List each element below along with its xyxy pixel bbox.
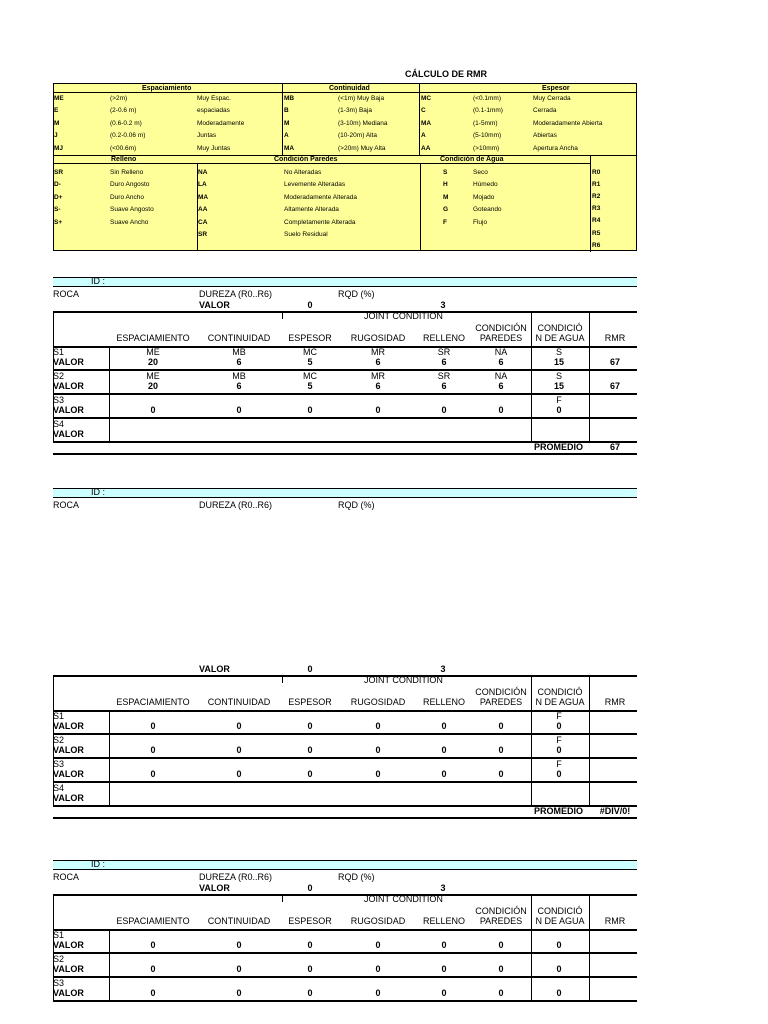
legend-code: R5 bbox=[592, 229, 601, 237]
legend-desc: Seco bbox=[473, 169, 488, 176]
rmr-sheet-3 bbox=[53, 860, 637, 1024]
joint-code: SR bbox=[437, 347, 451, 357]
legend-desc: Juntas bbox=[197, 132, 217, 140]
joint-value: 6 bbox=[375, 381, 381, 391]
legend-code: S bbox=[443, 169, 448, 176]
legend-desc: (3-10m) Mediana bbox=[338, 119, 388, 127]
joint-value: 0 bbox=[307, 745, 313, 755]
valor-label: VALOR bbox=[53, 940, 84, 950]
table-border bbox=[53, 817, 637, 819]
legend-code: AA bbox=[198, 206, 208, 214]
valor-label: VALOR bbox=[53, 381, 84, 391]
legend-code: D- bbox=[54, 181, 61, 189]
joint-value: 0 bbox=[498, 940, 504, 950]
joint-value: 0 bbox=[556, 940, 562, 950]
rqd-label: RQD (%) bbox=[338, 500, 375, 510]
valor-label: VALOR bbox=[53, 405, 84, 415]
legend-code: SR bbox=[198, 231, 208, 238]
joint-value: 6 bbox=[375, 357, 381, 367]
joint-value: 0 bbox=[556, 721, 562, 731]
legend-desc: Muy Juntas bbox=[197, 144, 231, 152]
joint-value: 0 bbox=[150, 405, 156, 415]
legend-header: Relleno bbox=[111, 156, 137, 163]
legend-code: M bbox=[284, 119, 290, 127]
legend-desc: Suave Angosto bbox=[110, 206, 154, 214]
id-label: ID : bbox=[91, 487, 106, 497]
legend-range: (5-10mm) bbox=[473, 132, 502, 140]
legend-code: AA bbox=[421, 144, 431, 152]
col-header-rmr: RMR bbox=[604, 333, 626, 343]
valor-rqd: 3 bbox=[440, 883, 446, 893]
rmr-value: 67 bbox=[609, 357, 620, 367]
table-border bbox=[53, 929, 637, 931]
rqd-label: RQD (%) bbox=[338, 289, 375, 299]
joint-condition-label: JOINT CONDITION bbox=[364, 675, 443, 685]
joint-value: 5 bbox=[307, 357, 313, 367]
col-header: ESPACIAMIENTO bbox=[116, 333, 190, 343]
legend-code: R1 bbox=[592, 181, 601, 189]
id-row bbox=[53, 860, 637, 870]
table-border bbox=[53, 311, 637, 313]
col-header-paredes: CONDICIÓN bbox=[475, 323, 527, 333]
joint-value: 0 bbox=[441, 405, 447, 415]
joint-code: F bbox=[556, 711, 562, 721]
table-border bbox=[53, 952, 637, 954]
dureza-label: DUREZA (R0..R6) bbox=[199, 500, 273, 510]
joint-value: 0 bbox=[150, 745, 156, 755]
table-border bbox=[282, 675, 283, 683]
legend-code: MB bbox=[284, 95, 295, 102]
joint-code: S bbox=[555, 347, 562, 357]
col-header-paredes: PAREDES bbox=[479, 916, 523, 926]
legend-code: M bbox=[443, 193, 449, 201]
legend-desc: Duro Angosto bbox=[110, 181, 150, 189]
table-border bbox=[531, 675, 532, 807]
legend-code: SR bbox=[54, 169, 64, 176]
col-header-paredes: PAREDES bbox=[479, 333, 523, 343]
joint-value: 0 bbox=[150, 988, 156, 998]
joint-value: 0 bbox=[375, 769, 381, 779]
table-border bbox=[531, 311, 532, 443]
promedio-label: PROMEDIO bbox=[534, 806, 584, 816]
legend-code: MJ bbox=[54, 144, 64, 152]
legend-divider bbox=[197, 163, 198, 251]
joint-code: MB bbox=[232, 371, 246, 381]
joint-value: 0 bbox=[375, 405, 381, 415]
legend-range: (>10mm) bbox=[473, 144, 500, 152]
joint-value: 6 bbox=[236, 357, 242, 367]
joint-value: 0 bbox=[236, 769, 242, 779]
legend-desc: (<1m) Muy Baja bbox=[338, 95, 385, 102]
col-header-agua: N DE AGUA bbox=[535, 333, 585, 343]
valor-dureza: 0 bbox=[307, 300, 313, 310]
col-header-rmr: RMR bbox=[604, 697, 626, 707]
joint-value: 0 bbox=[236, 964, 242, 974]
sample-label: S2 bbox=[53, 371, 65, 381]
legend-code: MA bbox=[284, 144, 295, 152]
legend-divider bbox=[54, 92, 636, 93]
legend-code: R3 bbox=[592, 205, 601, 213]
legend-desc: Completamente Alterada bbox=[284, 218, 356, 226]
sample-label: S2 bbox=[53, 735, 65, 745]
legend-desc: (>20m) Muy Alta bbox=[338, 144, 386, 152]
legend-code: D+ bbox=[54, 193, 63, 201]
legend-code: NA bbox=[198, 169, 208, 176]
joint-code: F bbox=[556, 395, 562, 405]
col-header-paredes: CONDICIÓN bbox=[475, 687, 527, 697]
col-header: CONTINUIDAD bbox=[207, 697, 271, 707]
valor-label: VALOR bbox=[53, 429, 84, 439]
promedio-value: 67 bbox=[609, 442, 620, 452]
joint-value: 6 bbox=[498, 357, 504, 367]
legend-code: M bbox=[54, 119, 60, 127]
joint-value: 0 bbox=[498, 745, 504, 755]
legend-code: MC bbox=[421, 95, 432, 102]
col-header-agua: CONDICIÓ bbox=[537, 323, 583, 333]
joint-code: ME bbox=[146, 371, 160, 381]
col-header: CONTINUIDAD bbox=[207, 916, 271, 926]
joint-value: 0 bbox=[236, 745, 242, 755]
joint-value: 0 bbox=[498, 721, 504, 731]
legend-header: Condición de Agua bbox=[440, 156, 504, 163]
col-header: ESPACIAMIENTO bbox=[116, 697, 190, 707]
legend-desc: espaciadas bbox=[197, 107, 230, 115]
legend-divider bbox=[590, 156, 591, 252]
joint-value: 0 bbox=[441, 745, 447, 755]
table-border bbox=[282, 894, 283, 902]
joint-value: 0 bbox=[307, 405, 313, 415]
joint-value: 6 bbox=[441, 357, 447, 367]
col-header: RUGOSIDAD bbox=[350, 697, 406, 707]
sample-label: S3 bbox=[53, 978, 65, 988]
legend-desc: Duro Ancho bbox=[110, 193, 144, 201]
joint-value: 0 bbox=[441, 964, 447, 974]
joint-code: MR bbox=[371, 347, 385, 357]
legend-code: H bbox=[443, 181, 448, 189]
sample-label: S3 bbox=[53, 759, 65, 769]
valor-label: VALOR bbox=[53, 357, 84, 367]
legend-desc: Moderadamente Abierta bbox=[533, 119, 603, 127]
joint-code: F bbox=[556, 735, 562, 745]
legend-desc: Mojado bbox=[473, 193, 495, 201]
legend-desc: Suelo Residual bbox=[284, 231, 328, 238]
valor-label: VALOR bbox=[53, 721, 84, 731]
legend-code: LA bbox=[198, 181, 207, 189]
joint-value: 0 bbox=[498, 405, 504, 415]
legend-desc: Moderadamente bbox=[197, 119, 245, 127]
rmr-value: 67 bbox=[609, 381, 620, 391]
valor-label: VALOR bbox=[199, 300, 230, 310]
joint-code: SR bbox=[437, 371, 451, 381]
legend-desc: Muy Espac. bbox=[197, 95, 231, 102]
joint-value: 0 bbox=[150, 721, 156, 731]
legend-divider bbox=[419, 84, 420, 156]
joint-value: 6 bbox=[236, 381, 242, 391]
legend-desc: Levemente Alteradas bbox=[284, 181, 346, 189]
legend-code: A bbox=[284, 132, 289, 140]
roca-label: ROCA bbox=[53, 289, 80, 299]
dureza-label: DUREZA (R0..R6) bbox=[199, 872, 273, 882]
legend-code: F bbox=[443, 218, 447, 226]
sample-label: S2 bbox=[53, 954, 65, 964]
table-border bbox=[53, 1000, 637, 1002]
promedio-label: PROMEDIO bbox=[534, 442, 584, 452]
col-header-agua: N DE AGUA bbox=[535, 697, 585, 707]
legend-code: R4 bbox=[592, 217, 601, 225]
joint-value: 6 bbox=[441, 381, 447, 391]
joint-code: NA bbox=[494, 371, 508, 381]
col-header-agua: CONDICIÓ bbox=[537, 687, 583, 697]
joint-code: F bbox=[556, 759, 562, 769]
joint-value: 0 bbox=[375, 721, 381, 731]
joint-code: NA bbox=[494, 347, 508, 357]
joint-value: 0 bbox=[441, 940, 447, 950]
joint-code: MR bbox=[371, 371, 385, 381]
col-header-paredes: PAREDES bbox=[479, 697, 523, 707]
valor-label: VALOR bbox=[199, 664, 230, 674]
joint-value: 0 bbox=[307, 964, 313, 974]
legend-code: A bbox=[421, 132, 426, 140]
legend-divider bbox=[54, 163, 590, 164]
id-row bbox=[53, 488, 637, 498]
joint-value: 20 bbox=[147, 381, 158, 391]
joint-code: MC bbox=[303, 371, 317, 381]
valor-label: VALOR bbox=[53, 964, 84, 974]
legend-code: C bbox=[421, 107, 426, 115]
legend-divider bbox=[54, 155, 636, 156]
legend-code: R0 bbox=[592, 169, 601, 176]
legend-desc: Altamente Alterada bbox=[284, 206, 339, 214]
legend-code: S- bbox=[54, 206, 61, 214]
legend-header: Espaciamiento bbox=[142, 85, 192, 92]
roca-label: ROCA bbox=[53, 872, 80, 882]
joint-code: S bbox=[555, 371, 562, 381]
sample-label: S4 bbox=[53, 419, 65, 429]
joint-value: 0 bbox=[441, 988, 447, 998]
table-border bbox=[282, 311, 283, 319]
joint-value: 0 bbox=[498, 988, 504, 998]
joint-value: 20 bbox=[147, 357, 158, 367]
joint-value: 0 bbox=[498, 769, 504, 779]
col-header: ESPESOR bbox=[288, 333, 332, 343]
legend-desc: Flujo bbox=[473, 218, 488, 226]
joint-value: 15 bbox=[553, 381, 564, 391]
joint-value: 0 bbox=[236, 405, 242, 415]
id-label: ID : bbox=[91, 859, 106, 869]
col-header: ESPACIAMIENTO bbox=[116, 916, 190, 926]
col-header-paredes: CONDICIÓN bbox=[475, 906, 527, 916]
valor-dureza: 0 bbox=[307, 664, 313, 674]
legend-range: (0.1-1mm) bbox=[473, 107, 503, 115]
legend-divider bbox=[282, 84, 283, 156]
joint-value: 0 bbox=[236, 721, 242, 731]
rqd-label: RQD (%) bbox=[338, 872, 375, 882]
rmr-sheet-2-header bbox=[53, 488, 637, 512]
valor-rqd: 3 bbox=[440, 300, 446, 310]
page-title: CÁLCULO DE RMR bbox=[405, 69, 487, 79]
legend-code: B bbox=[284, 107, 289, 115]
table-border bbox=[53, 675, 637, 677]
col-header: CONTINUIDAD bbox=[207, 333, 271, 343]
joint-code: MC bbox=[303, 347, 317, 357]
joint-value: 0 bbox=[556, 964, 562, 974]
rmr-sheet-1 bbox=[53, 277, 637, 465]
legend-range: (>2m) bbox=[110, 95, 128, 102]
sample-label: S3 bbox=[53, 395, 65, 405]
id-row bbox=[53, 277, 637, 287]
joint-value: 0 bbox=[307, 769, 313, 779]
joint-value: 0 bbox=[375, 988, 381, 998]
valor-label: VALOR bbox=[53, 988, 84, 998]
joint-value: 0 bbox=[375, 940, 381, 950]
legend-desc: Apertura Ancha bbox=[533, 144, 578, 152]
sample-label: S1 bbox=[53, 711, 65, 721]
legend-desc: Cerrada bbox=[533, 107, 557, 115]
joint-value: 0 bbox=[307, 721, 313, 731]
table-border bbox=[531, 894, 532, 1002]
valor-label: VALOR bbox=[199, 883, 230, 893]
col-header: RUGOSIDAD bbox=[350, 333, 406, 343]
joint-value: 0 bbox=[556, 745, 562, 755]
joint-code: ME bbox=[146, 347, 160, 357]
legend-code: J bbox=[54, 132, 58, 140]
legend-desc: (10-20m) Alta bbox=[338, 132, 378, 140]
joint-value: 6 bbox=[498, 381, 504, 391]
legend-header: Espesor bbox=[542, 85, 570, 92]
legend-desc: Abiertas bbox=[533, 132, 557, 140]
legend-code: S+ bbox=[54, 218, 63, 226]
joint-value: 0 bbox=[375, 745, 381, 755]
roca-label: ROCA bbox=[53, 500, 80, 510]
joint-value: 0 bbox=[556, 769, 562, 779]
joint-value: 0 bbox=[150, 940, 156, 950]
table-border bbox=[589, 675, 590, 807]
joint-condition-label: JOINT CONDITION bbox=[364, 311, 443, 321]
valor-rqd: 3 bbox=[440, 664, 446, 674]
joint-value: 0 bbox=[236, 988, 242, 998]
col-header-agua: N DE AGUA bbox=[535, 916, 585, 926]
joint-value: 0 bbox=[375, 964, 381, 974]
legend-code: MA bbox=[421, 119, 432, 127]
joint-value: 0 bbox=[441, 769, 447, 779]
col-header-agua: CONDICIÓ bbox=[537, 906, 583, 916]
joint-value: 0 bbox=[307, 988, 313, 998]
dureza-label: DUREZA (R0..R6) bbox=[199, 289, 273, 299]
table-border bbox=[53, 417, 637, 419]
sample-label: S1 bbox=[53, 930, 65, 940]
table-border bbox=[53, 781, 637, 783]
valor-dureza: 0 bbox=[307, 883, 313, 893]
rmr-sheet-2 bbox=[53, 663, 637, 839]
col-header: ESPESOR bbox=[288, 916, 332, 926]
legend-desc: Moderadamente Alterada bbox=[284, 193, 357, 201]
joint-value: 0 bbox=[498, 964, 504, 974]
joint-value: 15 bbox=[553, 357, 564, 367]
joint-value: 0 bbox=[441, 721, 447, 731]
legend-header: Continuidad bbox=[329, 85, 370, 92]
legend-range: (1-5mm) bbox=[473, 119, 498, 127]
joint-value: 0 bbox=[150, 769, 156, 779]
joint-value: 0 bbox=[556, 988, 562, 998]
joint-value: 0 bbox=[307, 940, 313, 950]
legend-code: ME bbox=[54, 95, 64, 102]
col-header: RELLENO bbox=[422, 333, 466, 343]
legend-desc: Húmedo bbox=[473, 181, 498, 189]
joint-code: MB bbox=[232, 347, 246, 357]
promedio-value: #DIV/0! bbox=[599, 806, 631, 816]
legend-code: G bbox=[443, 206, 449, 214]
legend-desc: No Alteradas bbox=[284, 169, 322, 176]
col-header: RELLENO bbox=[422, 697, 466, 707]
valor-label: VALOR bbox=[53, 745, 84, 755]
col-header: RELLENO bbox=[422, 916, 466, 926]
col-header-rmr: RMR bbox=[604, 916, 626, 926]
legend-desc: Sin Relleno bbox=[110, 169, 144, 176]
table-border bbox=[53, 976, 637, 978]
joint-value: 5 bbox=[307, 381, 313, 391]
id-label: ID : bbox=[91, 276, 106, 286]
legend-desc: Goteando bbox=[473, 206, 502, 214]
col-header: RUGOSIDAD bbox=[350, 916, 406, 926]
legend-code: MA bbox=[198, 193, 209, 201]
sample-label: S1 bbox=[53, 347, 65, 357]
legend-range: (0.6-0.2 m) bbox=[110, 119, 142, 127]
legend-header: Condición Paredes bbox=[274, 156, 338, 163]
legend-desc: (1-3m) Baja bbox=[338, 107, 372, 115]
table-border bbox=[53, 453, 637, 455]
legend-range: (<0.1mm) bbox=[473, 95, 501, 102]
joint-condition-label: JOINT CONDITION bbox=[364, 894, 443, 904]
rmr-legend bbox=[53, 83, 637, 251]
joint-value: 0 bbox=[236, 940, 242, 950]
sample-label: S4 bbox=[53, 783, 65, 793]
joint-value: 0 bbox=[150, 964, 156, 974]
table-border bbox=[589, 311, 590, 443]
legend-range: (2-0.6 m) bbox=[110, 107, 137, 115]
valor-label: VALOR bbox=[53, 769, 84, 779]
col-header: ESPESOR bbox=[288, 697, 332, 707]
legend-code: R2 bbox=[592, 193, 601, 201]
legend-code: E bbox=[54, 107, 59, 115]
table-border bbox=[53, 894, 637, 896]
table-border bbox=[109, 929, 110, 1001]
table-border bbox=[589, 894, 590, 1002]
legend-range: (0.2-0.06 m) bbox=[110, 132, 146, 140]
legend-desc: Muy Cerrada bbox=[533, 95, 571, 102]
legend-divider bbox=[420, 163, 421, 251]
joint-value: 0 bbox=[556, 405, 562, 415]
legend-code: R6 bbox=[592, 241, 601, 249]
valor-label: VALOR bbox=[53, 793, 84, 803]
legend-code: CA bbox=[198, 218, 208, 226]
legend-range: (<00.6m) bbox=[110, 144, 137, 152]
legend-desc: Suave Ancho bbox=[110, 218, 149, 226]
